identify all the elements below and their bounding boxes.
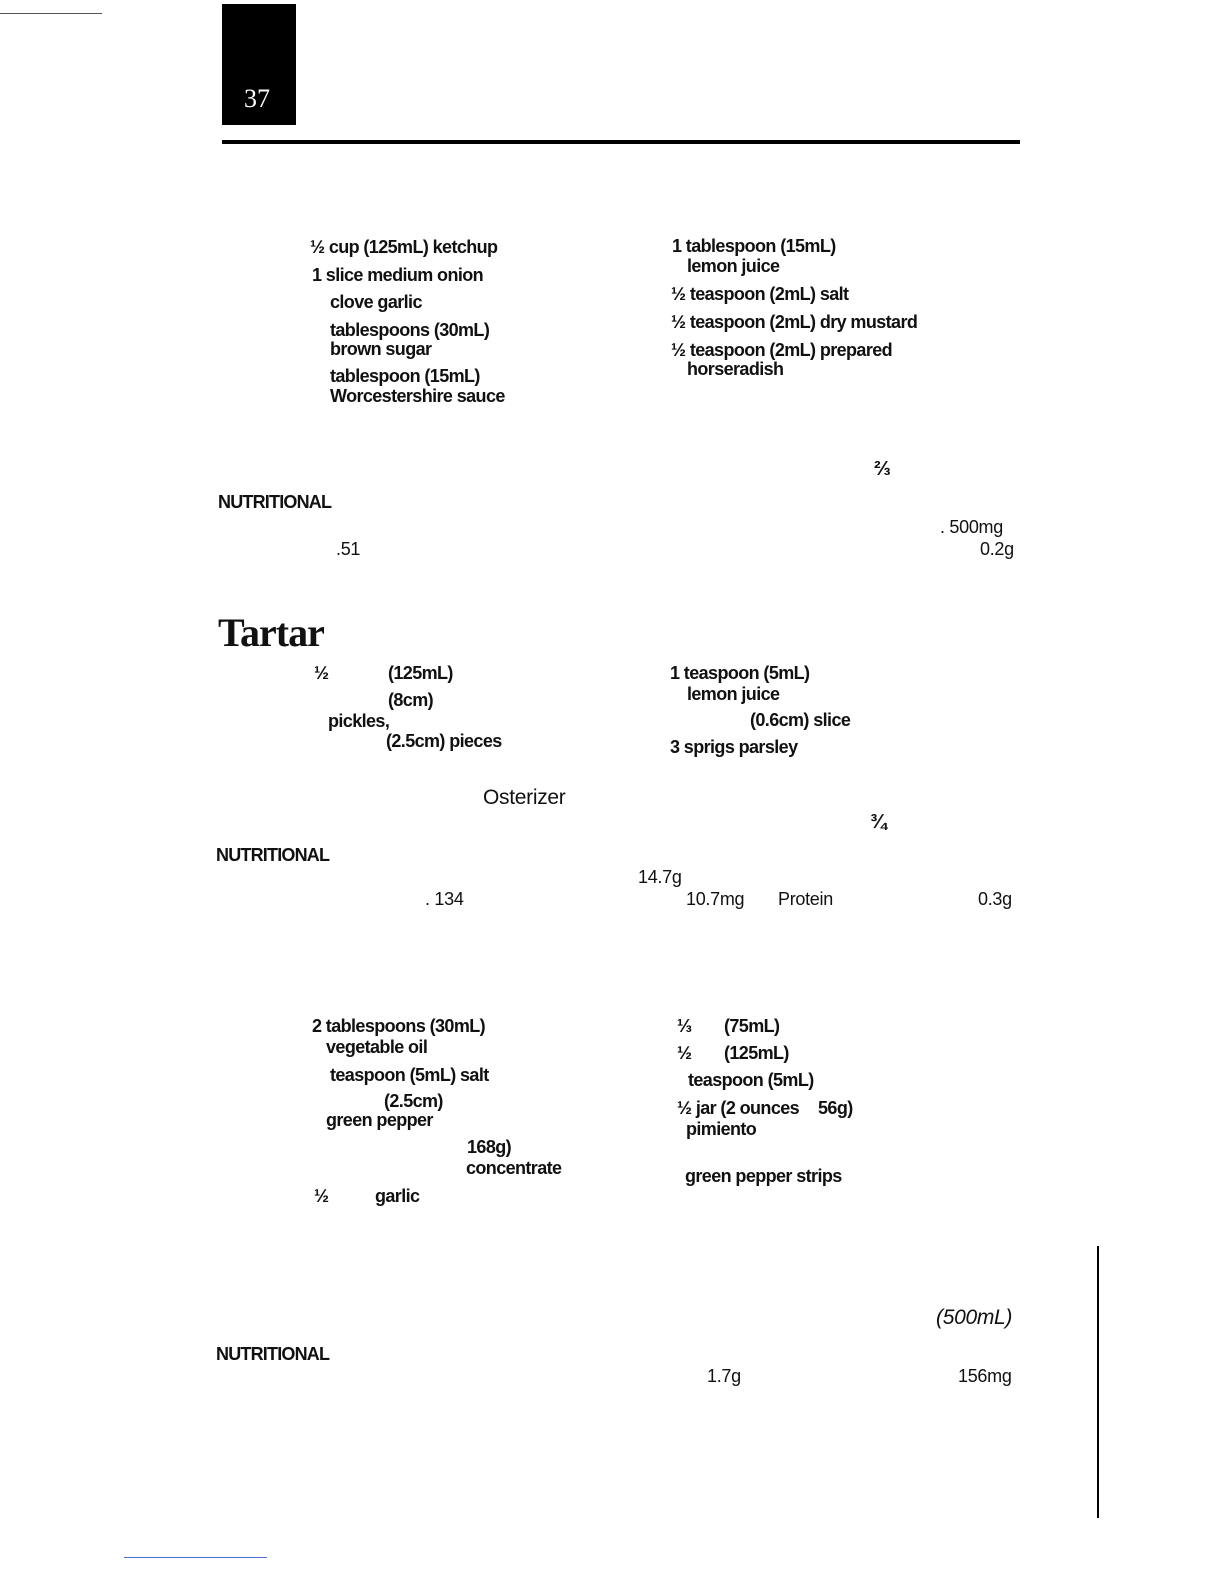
brand-name: Osterizer [483, 786, 566, 809]
ingredient: ⅓ [677, 1016, 692, 1036]
ingredient: 1 tablespoon (15mL) [672, 236, 836, 256]
nutrition-value: . 134 [425, 889, 464, 909]
ingredient: (125mL) [388, 663, 453, 683]
ingredient: garlic [375, 1186, 420, 1206]
ingredient: horseradish [687, 359, 784, 379]
ingredient: (125mL) [724, 1043, 789, 1063]
ingredient: green pepper strips [685, 1166, 842, 1186]
nutrition-value: 10.7mg [686, 889, 745, 909]
ingredient: tablespoons (30mL) [330, 320, 490, 340]
yield-amount: (500mL) [936, 1306, 1013, 1329]
nutrition-value: 156mg [958, 1366, 1012, 1386]
ingredient: ½ [314, 1186, 329, 1206]
ingredient: 1 teaspoon (5mL) [670, 663, 810, 683]
ingredient: ½ [314, 663, 329, 683]
ingredient: 2 tablespoons (30mL) [312, 1016, 486, 1036]
ingredient: tablespoon (15mL) [330, 366, 480, 386]
ingredient: brown sugar [330, 339, 432, 359]
ingredient: (0.6cm) slice [750, 710, 851, 730]
nutrition-value: 1.7g [707, 1366, 741, 1386]
ingredient: ½ [677, 1043, 692, 1063]
ingredient: (2.5cm) [384, 1091, 443, 1111]
ingredient: vegetable oil [326, 1037, 428, 1057]
recipe-title: Tartar [218, 610, 324, 655]
page-number: 37 [244, 84, 270, 113]
ingredient: Worcestershire sauce [330, 386, 505, 406]
protein-label: Protein [778, 889, 833, 909]
yield-fraction: ⅔ [874, 458, 891, 480]
ingredient: 3 sprigs parsley [670, 737, 798, 757]
ingredient: (75mL) [724, 1016, 780, 1036]
ingredient: ½ teaspoon (2mL) dry mustard [671, 312, 918, 332]
ingredient: 56g) [818, 1098, 853, 1118]
ingredient: teaspoon (5mL) salt [330, 1065, 489, 1085]
nutrition-value: .51 [336, 539, 361, 559]
nutritional-heading: NUTRITIONAL [216, 845, 330, 865]
nutrition-value: 0.3g [978, 889, 1012, 909]
footer-line [124, 1557, 267, 1558]
nutritional-heading: NUTRITIONAL [218, 492, 332, 512]
nutrition-value: . 500mg [940, 517, 1003, 537]
ingredient: (2.5cm) pieces [386, 731, 502, 751]
ingredient: ½ teaspoon (2mL) salt [671, 284, 849, 304]
ingredient: ½ jar (2 ounces [677, 1098, 800, 1118]
ingredient: (8cm) [388, 690, 434, 710]
ingredient: 1 slice medium onion [312, 265, 484, 285]
nutritional-heading: NUTRITIONAL [216, 1344, 330, 1364]
ingredient: pickles, [328, 711, 390, 731]
nutrition-value: 0.2g [980, 539, 1014, 559]
ingredient: ½ cup (125mL) ketchup [310, 237, 498, 257]
ingredient: lemon juice [687, 256, 780, 276]
ingredient: 168g) [467, 1137, 512, 1157]
nutrition-value: 14.7g [638, 867, 682, 887]
margin-rule [1097, 1246, 1099, 1518]
ingredient: ½ teaspoon (2mL) prepared [671, 340, 893, 360]
top-left-rule [0, 13, 102, 14]
ingredient: concentrate [466, 1158, 562, 1178]
ingredient: lemon juice [687, 684, 780, 704]
header-rule [222, 140, 1020, 144]
yield-fraction: ¾ [870, 811, 887, 833]
ingredient: clove garlic [330, 292, 422, 312]
ingredient: teaspoon (5mL) [688, 1070, 814, 1090]
ingredient: green pepper [326, 1110, 433, 1130]
ingredient: pimiento [686, 1119, 757, 1139]
